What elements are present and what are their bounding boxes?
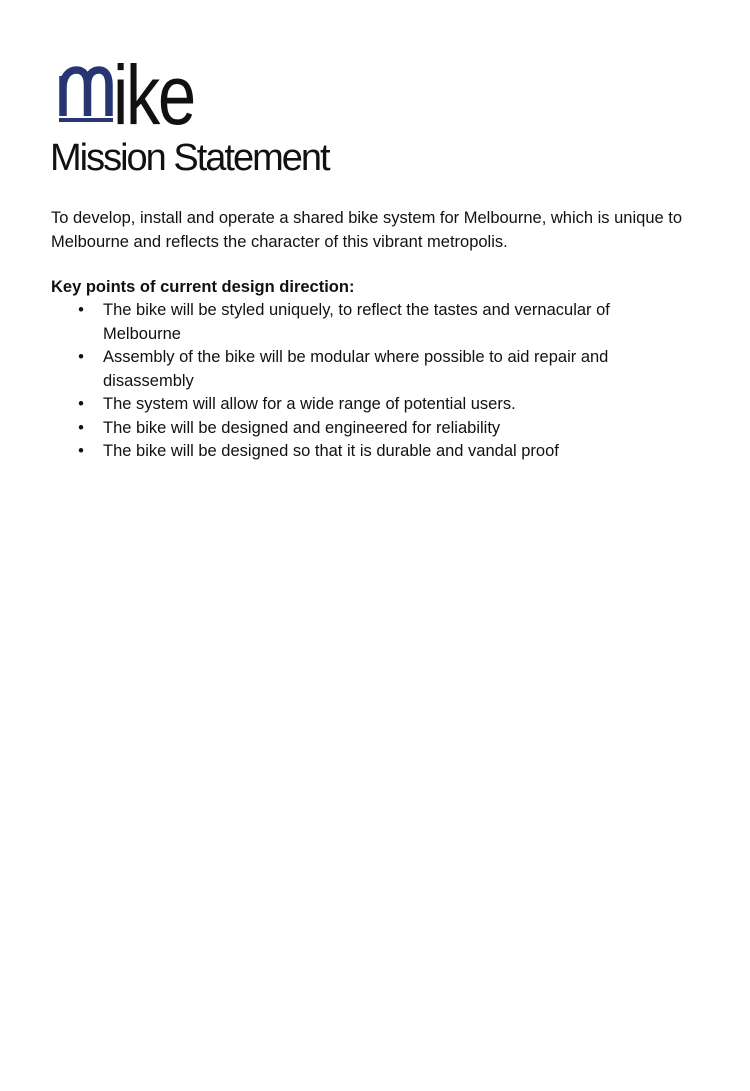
list-item-text: The bike will be styled uniquely, to reflect the tastes and vernacular of Melbourne	[103, 301, 610, 343]
bullet-icon: •	[78, 348, 84, 366]
list-item-text: The system will allow for a wide range of potential users.	[103, 395, 516, 413]
bullet-icon: •	[78, 418, 84, 437]
page-title: Mission Statement	[50, 137, 329, 179]
bullet-icon: •	[78, 395, 84, 413]
bullet-icon: •	[78, 442, 84, 460]
list-item	[51, 440, 691, 464]
logo-text-rest: ike	[113, 48, 194, 142]
list-item	[51, 299, 691, 346]
list-item-text: Assembly of the bike will be modular where possible to aid repair and disassembly	[103, 348, 609, 390]
key-points-list	[51, 299, 691, 464]
logo-m-letter	[59, 52, 113, 128]
list-item	[51, 346, 691, 393]
bullet-icon: •	[78, 301, 84, 319]
list-item-text: The bike will be designed and engineered for reliability	[103, 418, 501, 437]
list-item	[51, 417, 691, 441]
key-points-heading: Key points of current design direction:	[51, 278, 355, 296]
list-item-text: The bike will be designed so that it is durable and vandal proof	[103, 442, 559, 460]
mission-statement-text: To develop, install and operate a shared bike system for Melbourne, which is unique to Melbourne and reflects the character of this vibrant metropolis.	[51, 209, 683, 251]
list-item	[51, 393, 691, 417]
mike-logo	[59, 48, 259, 142]
